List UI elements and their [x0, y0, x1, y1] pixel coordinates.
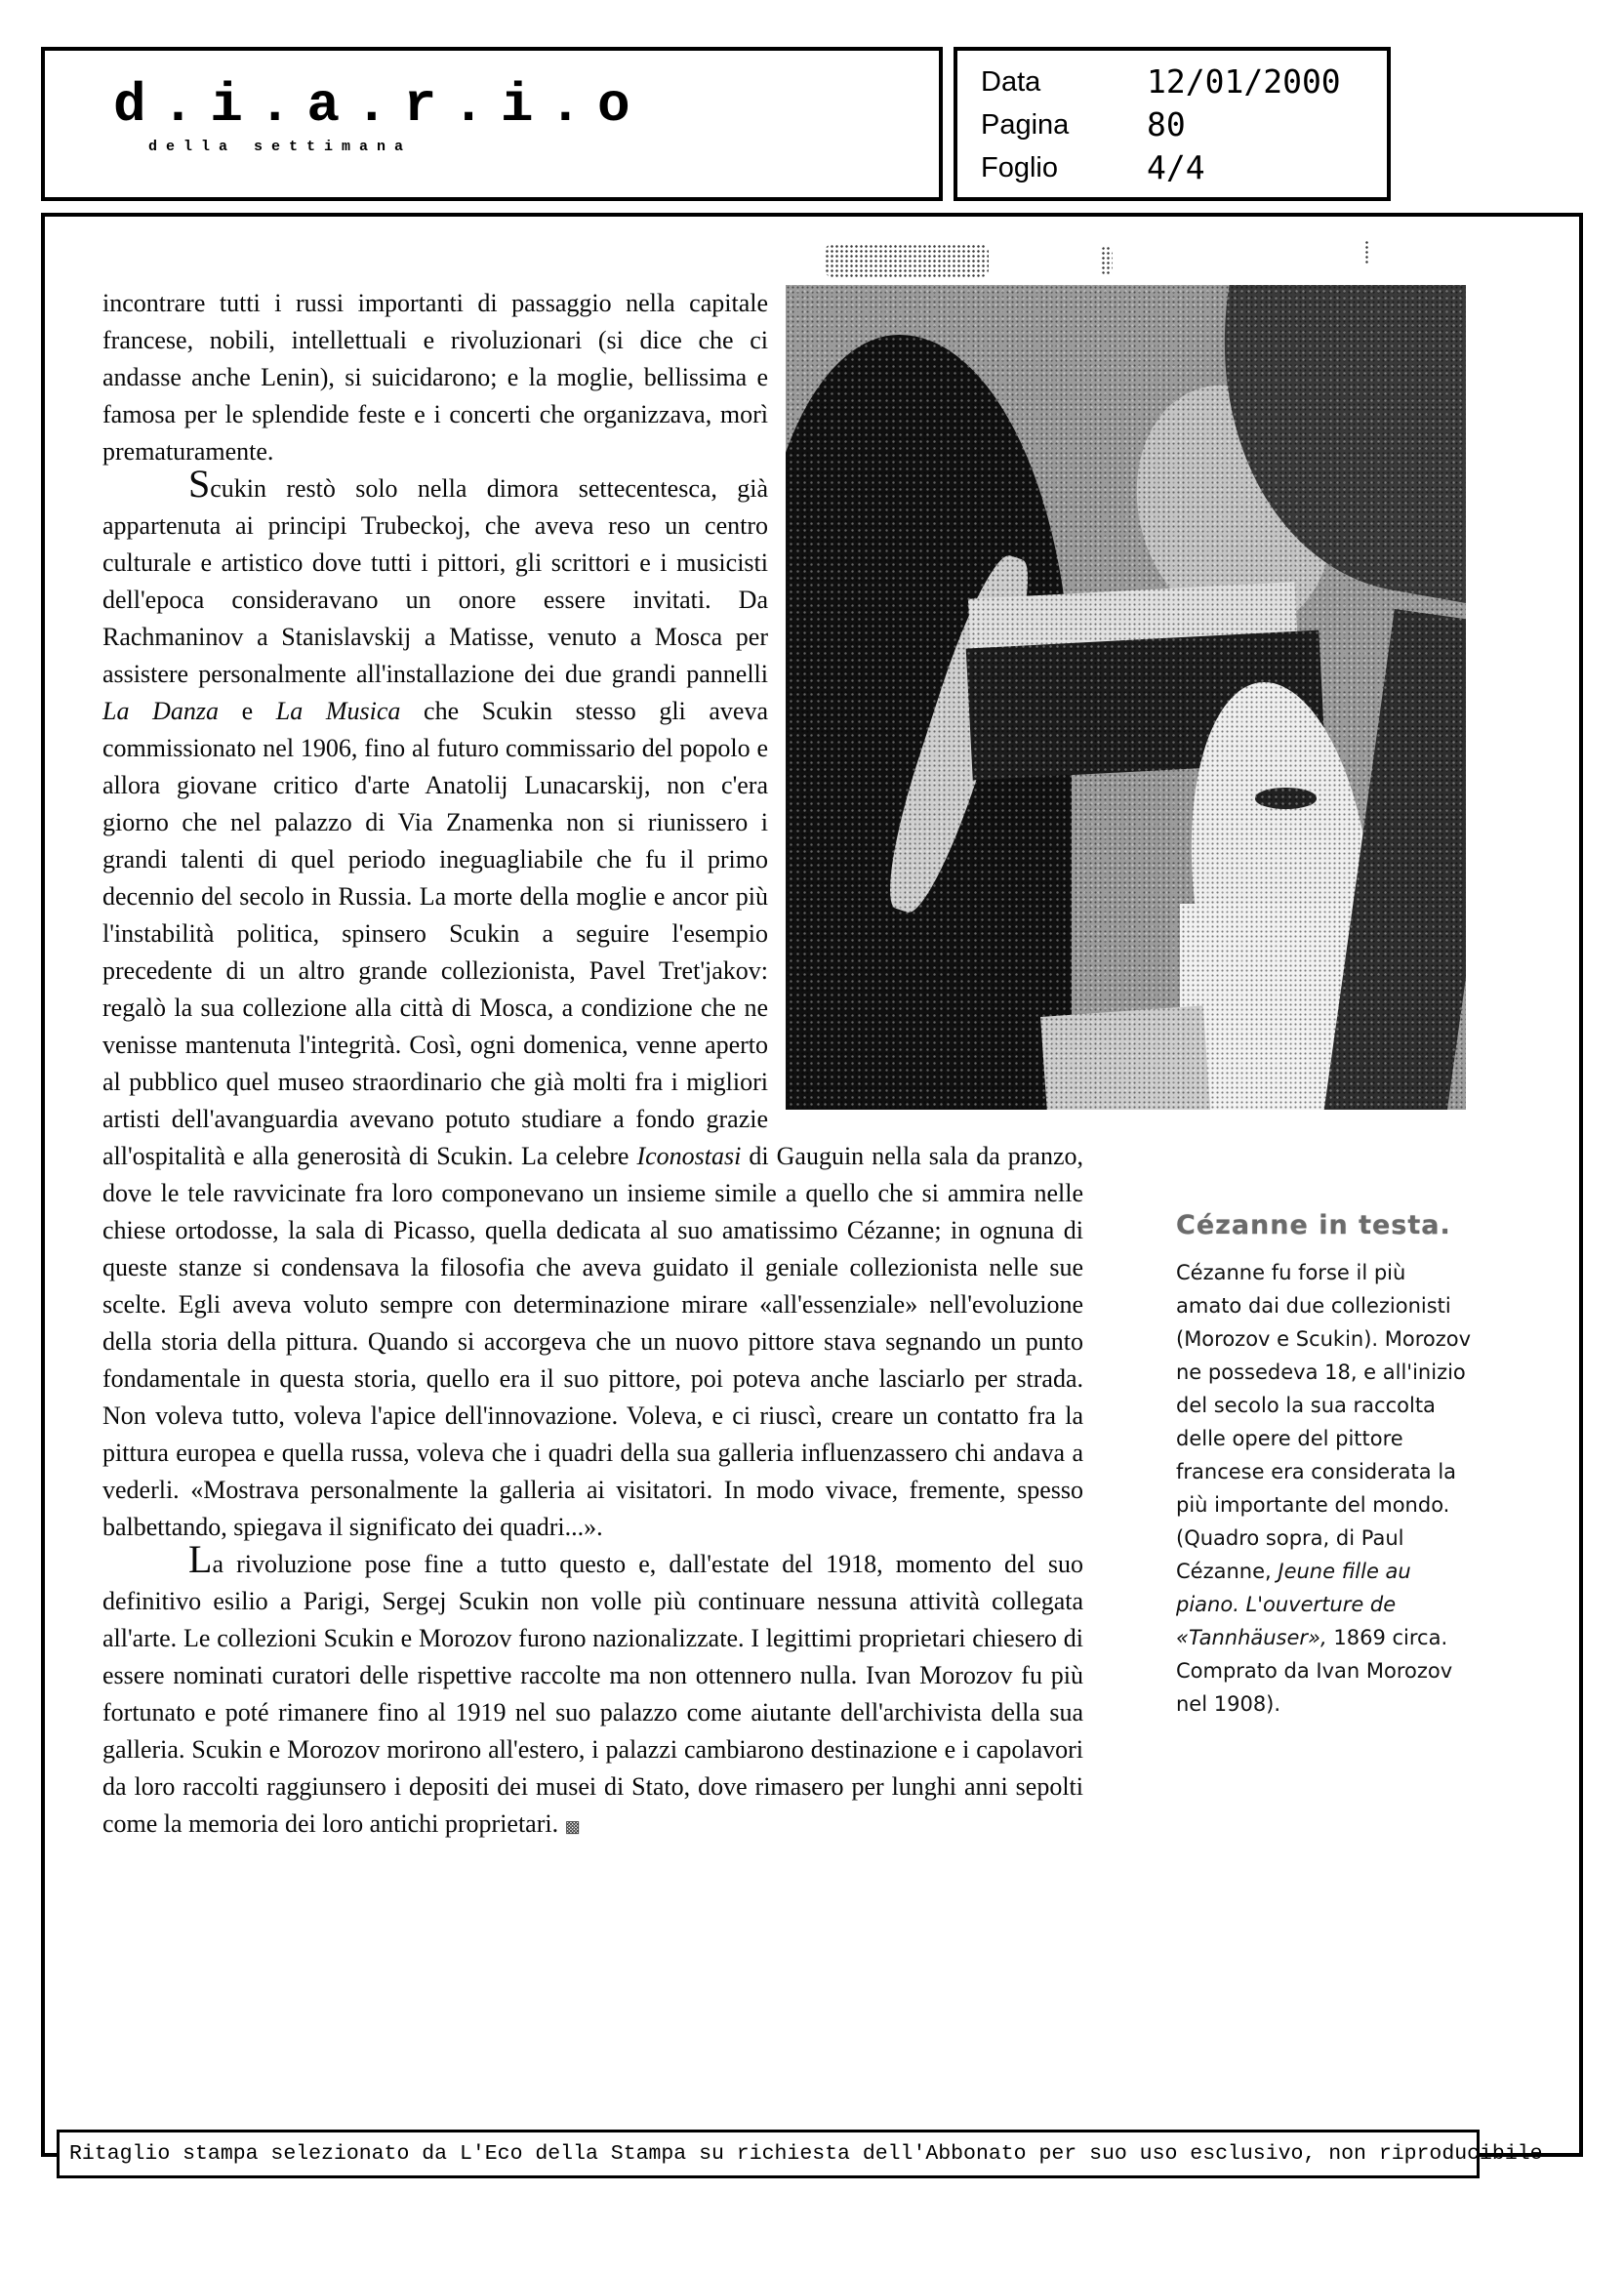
- copyright-text: Ritaglio stampa selezionato da L'Eco della Stampa su richiesta dell'Abbonato per suo uso esclusivo, non riproducibile: [69, 2142, 1543, 2166]
- title-la-danza: La Danza: [102, 697, 219, 725]
- pagina-value: 80: [1147, 105, 1186, 143]
- sidebar-text: [1176, 1256, 1474, 1721]
- paragraph-2-text: e: [218, 697, 276, 725]
- paragraph-2-text: che Scukin stesso gli aveva commissionato nel 1906, fino al futuro commissario del popolo e allora giovane critico d'arte Anatolij Lunacarskij, non c'era giorno che nel palazzo di Via Znamenka non si riunissero i grandi talenti di quel periodo ineguagliabile che fu il primo decennio del secolo in Russia. La morte della moglie e ancor più l'instabilità politica, spinsero Scukin a seguire l'esempio precedente di un altro grande collezionista, Pavel Tret'jakov: regalò la sua collezione alla città di Mosca, a condizione che ne venisse mantenuta l'integrità. Così, ogni domenica, venne aperto al pubblico quel museo straordinario che già molti fra i migliori artisti dell'avanguardia avevano potuto studiare a fondo grazie all'ospitalità e alla generosità di Scukin. La celebre: [102, 697, 769, 1170]
- initial-letter: L: [188, 1537, 213, 1581]
- foglio-value: 4/4: [1147, 148, 1205, 186]
- sidebar-text-plain: Cézanne fu forse il più amato dai due collezionisti (Morozov e Scukin). Morozov ne possedeva 18, e all'inizio del secolo la sua raccolta delle opere del pittore francese era considerata la più importante del mondo. (Quadro sopra, di Paul Cézanne,: [1176, 1261, 1472, 1583]
- diario-logo: [113, 68, 796, 185]
- clipping-info-box: [954, 47, 1391, 201]
- initial-letter: S: [188, 462, 211, 506]
- article-body: [102, 285, 1083, 1846]
- sidebar-title: Cézanne in testa.: [1176, 1210, 1451, 1240]
- data-value: 12/01/2000: [1147, 62, 1341, 101]
- sidebar-painting-title: Jeune fille au piano. L'ouverture de «Tannhäuser»,: [1176, 1560, 1411, 1649]
- sidebar-text-plain: 1869 circa. Comprato da Ivan Morozov nel 1908).: [1176, 1626, 1453, 1716]
- masthead-box: [41, 47, 943, 201]
- paragraph-3: [102, 1537, 1083, 1846]
- paragraph-2-text: cukin restò solo nella dimora settecentesca, già appartenuta ai principi Trubeckoj, che aveva reso un centro culturale e artistico dove tutti i pittori, gli scrittori e i musicisti dell'epoca consideravano un onore essere invitati. Da Rachmaninov a Stanislavskij a Matisse, venuto a Mosca per assistere personalmente all'installazione dei due grandi pannelli: [102, 474, 768, 688]
- logo-tagline: della settimana: [148, 139, 413, 155]
- info-row-pagina: [981, 105, 1371, 152]
- logo-wordmark: d.i.a.r.i.o: [113, 74, 646, 137]
- foglio-label: Foglio: [981, 152, 1058, 183]
- info-row-data: [981, 62, 1371, 109]
- title-la-musica: La Musica: [275, 697, 401, 725]
- photo-halftone-overlay-light: [786, 285, 1466, 1110]
- title-iconostasi: Iconostasi: [636, 1142, 742, 1170]
- scan-artifact: [1101, 246, 1113, 275]
- scan-artifact: [1364, 240, 1369, 264]
- scan-artifact: [825, 244, 989, 277]
- article-photo-halftone: [786, 285, 1466, 1110]
- copyright-strip: [57, 2130, 1543, 2178]
- data-label: Data: [981, 66, 1041, 98]
- paragraph-2-text: di Gauguin nella sala da pranzo, dove le tele ravvicinate fra loro componevano un insieme simile a quello che si ammira nelle chiese ortodosse, la sala di Picasso, quella dedicata al suo amatissimo Cézanne; in ognuna di queste stanze si condensava la filosofia che aveva guidato il geniale collezionista nelle sue scelte. Egli aveva voluto sempre con determinazione mirare «all'essenziale» nell'evoluzione della storia della pittura. Quando si accorgeva che un nuovo pittore stava segnando un punto fondamentale in questa storia, quello era il suo pittore, poi poteva anche lasciarlo per strada. Non voleva tutto, voleva l'apice dell'innovazione. Voleva, e ci riuscì, creare un contatto fra la pittura europea e quella russa, voleva che i quadri della sua galleria influenzassero chi andava a vederli. «Mostrava personalmente la galleria ai visitatori. In modo vivace, fremente, spesso balbettando, spiegava il significato dei quadri...».: [102, 1142, 1083, 1541]
- end-of-article-mark: ▩: [564, 1817, 581, 1836]
- pagina-label: Pagina: [981, 109, 1070, 141]
- paragraph-1: incontrare tutti i russi importanti di passaggio nella capitale francese, nobili, intellettuali e rivoluzionari (si dice che ci andasse anche Lenin), si suicidarono; e la moglie, bellissima e famosa per le splendide feste e i concerti che organizzava, morì prematuramente.: [102, 289, 768, 466]
- photo-caption-sidebar: [1176, 1210, 1474, 1721]
- info-row-foglio: [981, 148, 1371, 195]
- paragraph-3-text: a rivoluzione pose fine a tutto questo e, dall'estate del 1918, momento del suo definitivo esilio a Parigi, Sergej Scukin non volle più continuare nessuna attività collegata all'arte. Le collezioni Scukin e Morozov furono nazionalizzate. I legittimi proprietari chiesero di essere nominati curatori delle rispettive raccolte ma non ottennero nulla. Ivan Morozov fu più fortunato e poté rimanere fino al 1919 nel suo palazzo come aiutante dell'archivista della sua galleria. Scukin e Morozov morirono all'estero, i palazzi cambiarono destinazione e i capolavori da loro raccolti raggiunsero i depositi dei musei di Stato, dove rimasero per lunghi anni sepolti come la memoria dei loro antichi proprietari.: [102, 1550, 1083, 1838]
